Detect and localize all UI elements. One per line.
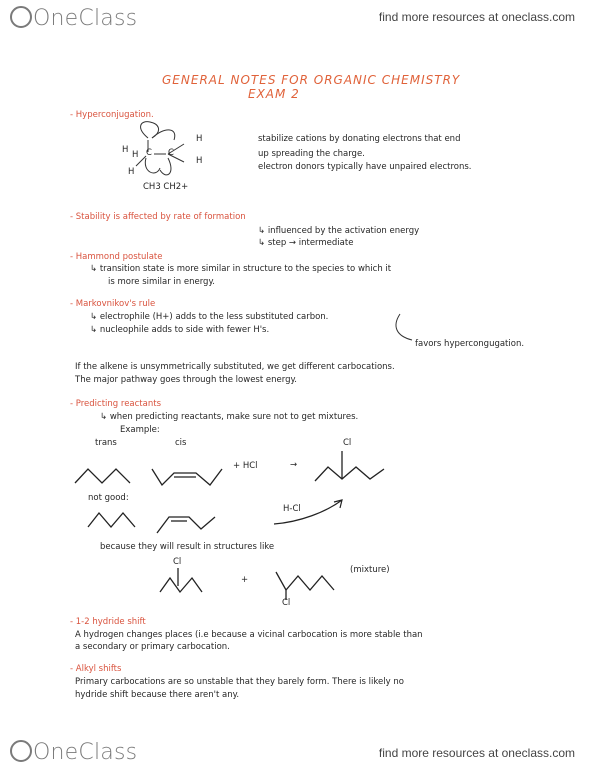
hcl-curved-arrow xyxy=(270,498,350,528)
trans-label: trans xyxy=(95,438,117,448)
footer-logo-text: OneClass xyxy=(33,740,138,765)
mixture-cl-b: Cl xyxy=(282,598,291,608)
plus-hcl: + HCl xyxy=(233,461,258,471)
hydride-line-1: A hydrogen changes places (i.e because a vicinal carbocation is more stable than xyxy=(75,630,423,640)
alkyl-line-2: hydride shift because there aren't any. xyxy=(75,690,240,700)
heading-stability: - Stability is affected by rate of formation xyxy=(70,212,246,222)
cis-label: cis xyxy=(175,438,187,448)
alkyl-line-1: Primary carbocations are so unstable that they barely form. There is likely no xyxy=(75,677,404,687)
hammond-line-1: ↳ transition state is more similar in structure to the species to which it xyxy=(90,264,392,274)
heading-hydride-shift: - 1-2 hydride shift xyxy=(70,617,146,627)
heading-markovnikov: - Markovnikov's rule xyxy=(70,299,156,309)
atom-h-right-top: H xyxy=(196,134,203,144)
atom-h-right: H xyxy=(196,156,203,166)
page-title: GENERAL NOTES FOR ORGANIC CHEMISTRY xyxy=(162,73,461,87)
product-cl: Cl xyxy=(343,438,352,448)
mixture-cl-a: Cl xyxy=(173,557,182,567)
markov-side-note: favors hypercongugation. xyxy=(415,339,525,349)
hydride-line-2: a secondary or primary carbocation. xyxy=(75,642,230,652)
heading-hammond: - Hammond postulate xyxy=(70,252,163,262)
atom-h-bottom: H xyxy=(128,167,135,177)
hammond-line-2: is more similar in energy. xyxy=(108,277,215,287)
atom-c-right: C xyxy=(168,148,174,158)
hyper-note-3: electron donors typically have unpaired electrons. xyxy=(258,162,472,172)
diagram-bottom-label: CH3 CH2+ xyxy=(143,182,189,192)
atom-c-left: C xyxy=(146,148,152,158)
alkene-line-2: The major pathway goes through the lowest energy. xyxy=(75,375,297,385)
heading-alkyl-shifts: - Alkyl shifts xyxy=(70,664,122,674)
atom-h-left2: H xyxy=(132,150,139,160)
because-line: because they will result in structures like xyxy=(100,542,275,552)
footer-oneclass-logo[interactable] xyxy=(10,740,137,765)
not-good-label: not good: xyxy=(88,493,129,503)
skeletal-structures-row3 xyxy=(140,560,370,610)
stability-bullet-1: ↳ influenced by the activation energy xyxy=(258,226,420,236)
oneclass-logo[interactable] xyxy=(10,6,137,31)
markov-bullet-2: ↳ nucleophile adds to side with fewer H's. xyxy=(90,325,270,335)
atom-h-left: H xyxy=(122,145,129,155)
reaction-arrow: → xyxy=(290,460,298,470)
page-subtitle: EXAM 2 xyxy=(248,87,300,101)
mixture-label: (mixture) xyxy=(350,565,390,575)
skeletal-structures-row1 xyxy=(70,445,490,505)
footer-link[interactable]: find more resources at oneclass.com xyxy=(378,746,575,760)
hcl-arrow-label: H-Cl xyxy=(283,504,301,514)
hyper-note-2: up spreading the charge. xyxy=(258,149,365,159)
heading-predicting: - Predicting reactants xyxy=(70,399,162,409)
logo-ring-icon xyxy=(10,6,32,28)
mixture-plus: + xyxy=(241,575,249,585)
stability-bullet-2: ↳ step → intermediate xyxy=(258,238,354,248)
markov-bullet-1: ↳ electrophile (H+) adds to the less substituted carbon. xyxy=(90,312,329,322)
predict-bullet: ↳ when predicting reactants, make sure not to get mixtures. xyxy=(100,412,359,422)
alkene-line-1: If the alkene is unsymmetrically substituted, we get different carbocations. xyxy=(75,362,395,372)
footer-logo-ring-icon xyxy=(10,740,32,762)
hyper-note-1: stabilize cations by donating electrons that end xyxy=(258,134,461,144)
header-link[interactable]: find more resources at oneclass.com xyxy=(378,10,575,24)
logo-text: OneClass xyxy=(33,6,138,31)
heading-hyperconjugation: - Hyperconjugation. xyxy=(70,110,154,120)
example-label: Example: xyxy=(120,425,160,435)
